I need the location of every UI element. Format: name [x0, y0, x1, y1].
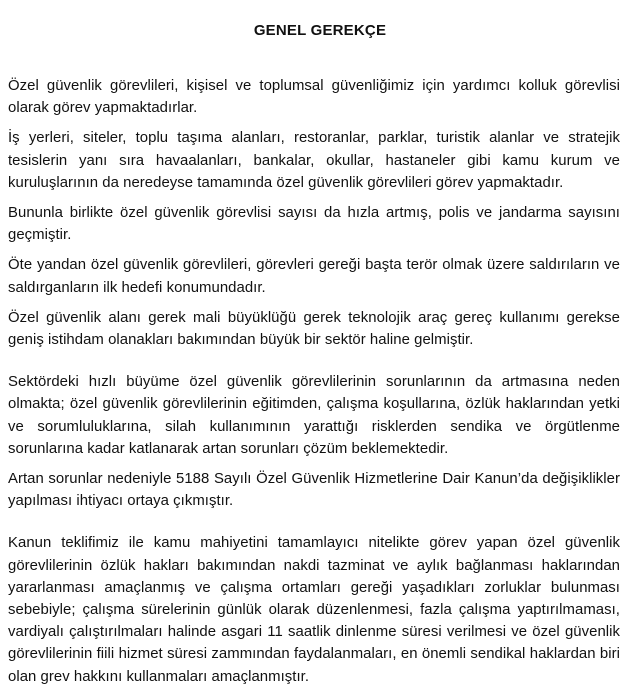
- document-title: GENEL GEREKÇE: [253, 22, 387, 39]
- paragraph-6: Sektördeki hızlı büyüme özel güvenlik görevlilerinin sorunlarının da artmasına neden olmakta; özel güvenlik görevlilerinin eğitimden, çalışma koşullarına, özlük haklarından yetki ve sorumluluklarına, silah kullanımının yarattığı risklerden sendika ve örgütlenme sorunlarına kadar katlanarak artan sorunları çözüm beklemektedir.: [8, 374, 620, 457]
- paragraph-4: Öte yandan özel güvenlik görevlileri, görevleri gereği başta terör olmak üzere saldırıların ve saldırganların ilk hedefi konumundadır.: [8, 257, 620, 296]
- paragraph-8: Kanun teklifimiz ile kamu mahiyetini tamamlayıcı nitelikte görev yapan özel güvenlik görevlilerinin özlük hakları bakımından nakdi tazminat ve aylık bağlanması haklarından yararlanması amaçlanmış ve çalışma ortamları gereği yaşadıkları zorluklar bulunması sebebiyle; çalışma sürelerinin günlük olarak düzenlenmesi, fazla çalışma yaptırılmaması, vardiyalı çalıştırılmaları halinde asgari 11 saatlik dinlenme süresi verilmesi ve özel güvenlik görevlilerinin fiili hizmet süresi zammından faydalanmaları, en önemli sendikal haklardan biri olan grev hakkını kullanmaları amaçlanmıştır.: [8, 535, 620, 685]
- paragraph-2: İş yerleri, siteler, toplu taşıma alanları, restoranlar, parklar, turistik alanlar ve stratejik tesislerin yanı sıra havaalanları, bankalar, okullar, hastaneler gibi kamu kurum ve kuruluşlarının da neredeyse tamamında özel güvenlik görevlileri görev yapmaktadır.: [8, 130, 620, 191]
- paragraph-7: Artan sorunlar nedeniyle 5188 Sayılı Özel Güvenlik Hizmetlerine Dair Kanun’da değişiklikler yapılması ihtiyacı ortaya çıkmıştır.: [8, 471, 620, 510]
- paragraph-1: Özel güvenlik görevlileri, kişisel ve toplumsal güvenliğimiz için yardımcı kolluk görevlisi olarak görev yapmaktadırlar.: [8, 78, 620, 117]
- paragraph-5: Özel güvenlik alanı gerek mali büyüklüğü gerek teknolojik araç gereç kullanımı gerekse geniş istihdam olanakları bakımından büyük bir sektör haline gelmiştir.: [8, 309, 620, 349]
- paragraph-3: Bununla birlikte özel güvenlik görevlisi sayısı da hızla artmış, polis ve jandarma sayısını geçmiştir.: [8, 205, 620, 244]
